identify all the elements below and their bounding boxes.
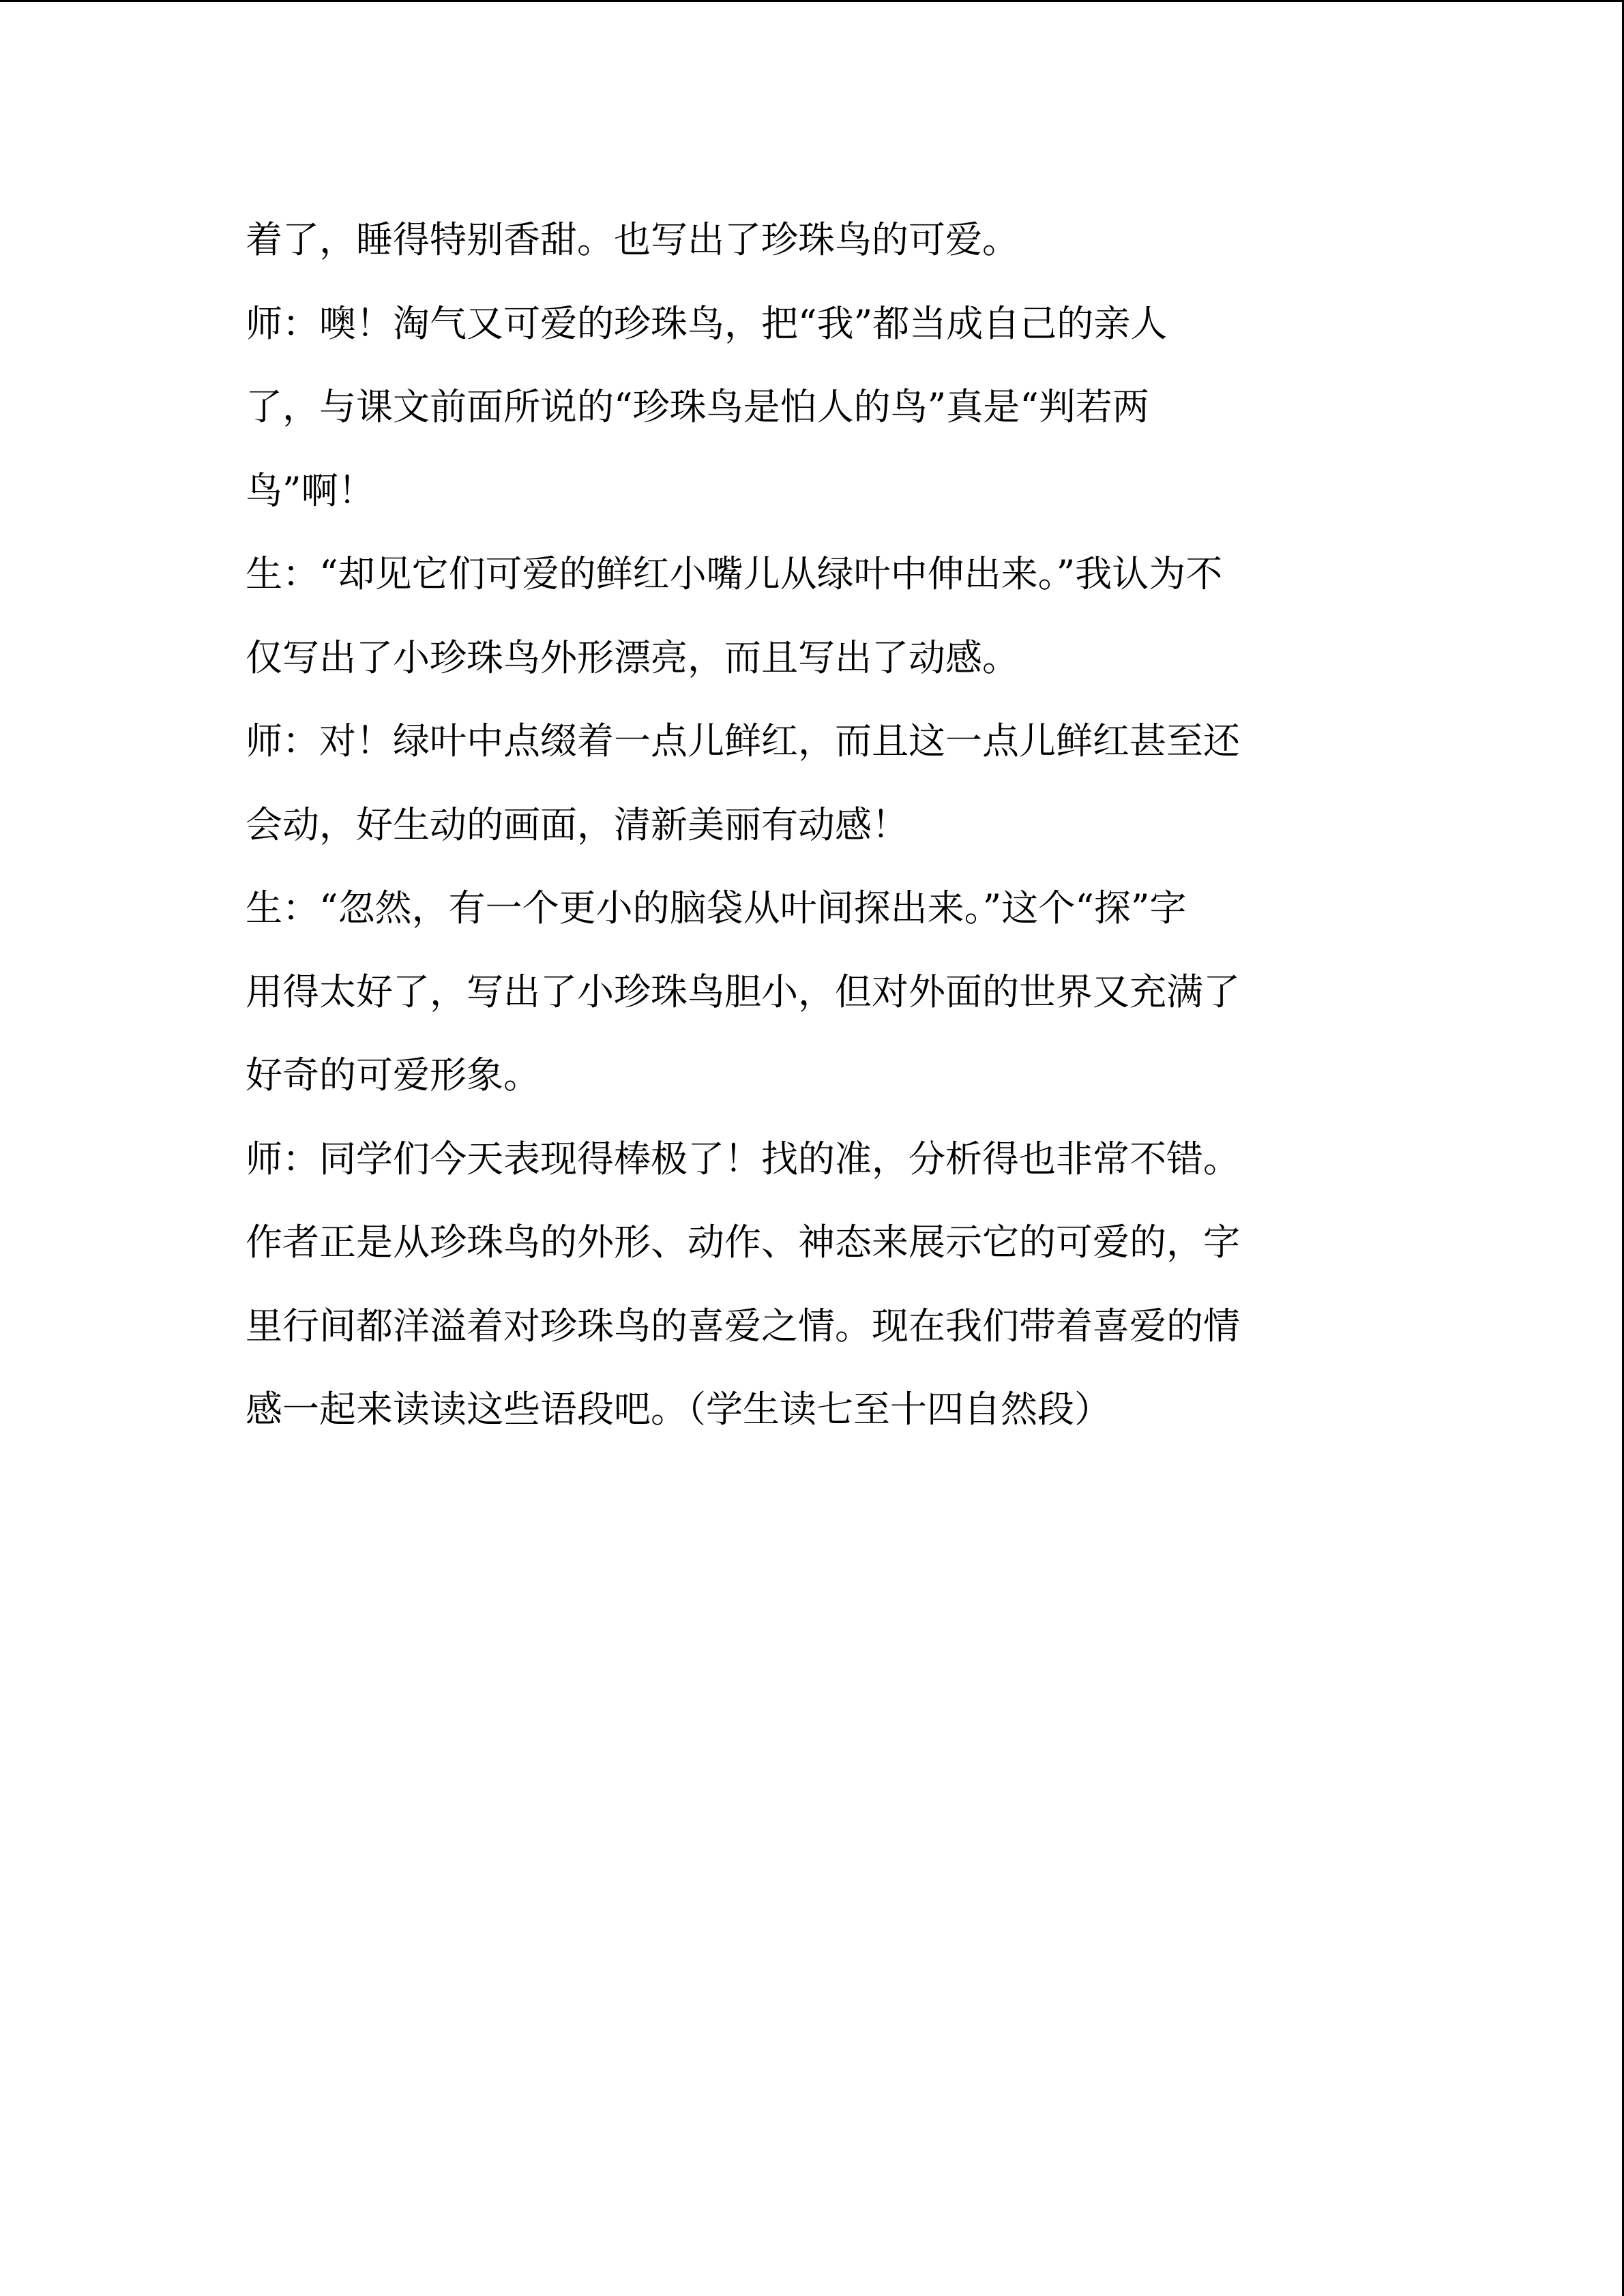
page-top-border	[0, 0, 1624, 2]
text-line-13: 作者正是从珍珠鸟的外形、动作、神态来展示它的可爱的，字	[246, 1221, 1240, 1264]
text-line-10: 用得太好了，写出了小珍珠鸟胆小，但对外面的世界又充满了	[246, 970, 1240, 1013]
text-line-1: 着了，睡得特别香甜。也写出了珍珠鸟的可爱。	[246, 218, 1019, 261]
text-line-15: 感一起来读读这些语段吧。（学生读七至十四自然段）	[246, 1388, 1111, 1431]
text-line-3: 了，与课文前面所说的“珍珠鸟是怕人的鸟”真是“判若两	[246, 385, 1149, 428]
text-line-2: 师：噢！淘气又可爱的珍珠鸟，把“我”都当成自己的亲人	[246, 301, 1168, 345]
text-line-6: 仅写出了小珍珠鸟外形漂亮，而且写出了动感。	[246, 636, 1019, 679]
text-line-12: 师：同学们今天表现得棒极了！找的准，分析得也非常不错。	[246, 1137, 1240, 1180]
text-line-5: 生：“却见它们可爱的鲜红小嘴儿从绿叶中伸出来。”我认为不	[246, 552, 1223, 595]
text-line-14: 里行间都洋溢着对珍珠鸟的喜爱之情。现在我们带着喜爱的情	[246, 1304, 1240, 1347]
text-line-7: 师：对！绿叶中点缀着一点儿鲜红，而且这一点儿鲜红甚至还	[246, 719, 1240, 762]
text-line-8: 会动，好生动的画面，清新美丽有动感！	[246, 803, 909, 846]
document-body	[246, 198, 1381, 1452]
text-line-11: 好奇的可爱形象。	[246, 1054, 540, 1097]
text-line-4: 鸟”啊！	[246, 468, 375, 512]
text-line-9: 生：“忽然，有一个更小的脑袋从叶间探出来。”这个“探”字	[246, 886, 1187, 929]
